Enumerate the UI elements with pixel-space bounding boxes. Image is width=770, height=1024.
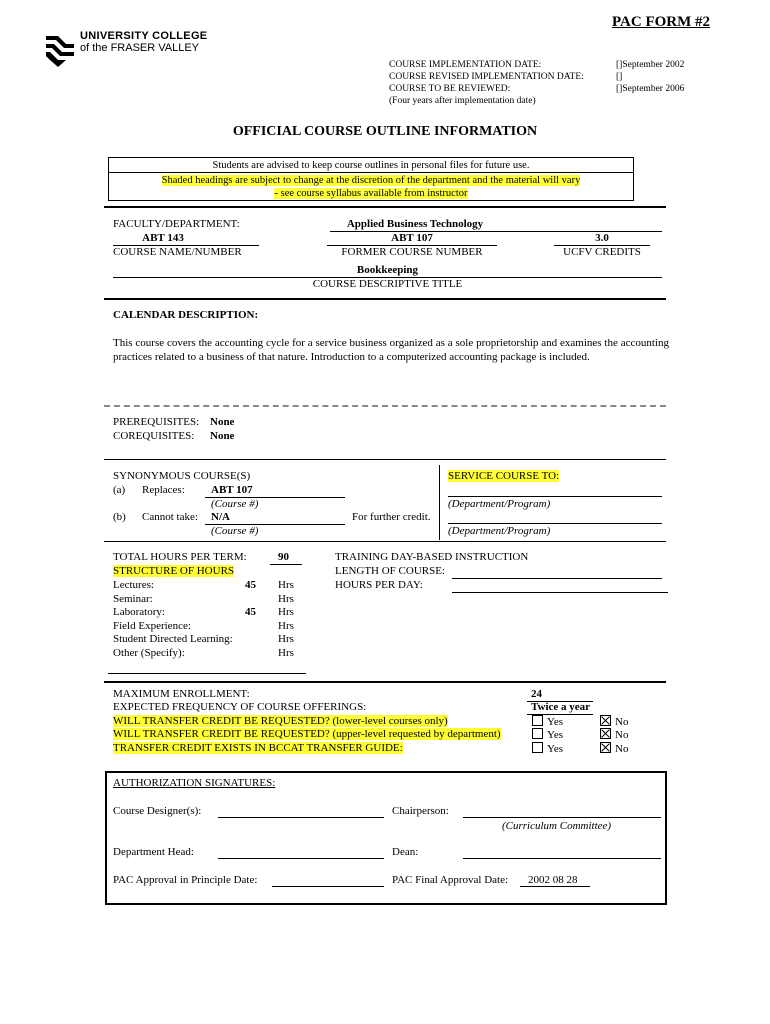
hours-row-unit: Hrs [278,579,294,591]
hours-row-label: Field Experience: [113,619,191,632]
transfer-question-2: WILL TRANSFER CREDIT BE REQUESTED? (upper-level requested by department) [113,728,501,740]
hours-row-unit: Hrs [278,592,294,605]
section-divider [104,681,666,683]
pac-final-value: 2002 08 28 [528,874,578,886]
prereq-label: PREREQUISITES: [113,416,200,428]
dean-label: Dean: [392,846,419,858]
length-underline [452,578,662,579]
notice-line1: Students are advised to keep course outlines in personal files for future use. [109,158,633,173]
synonymous-b-label: (b) [113,511,126,523]
service-underline-1 [448,496,662,497]
dean-signature-line[interactable] [463,858,661,859]
logo-line2: of the FRASER VALLEY [80,42,200,54]
replaces-label: Replaces: [142,484,185,496]
hours-row [113,633,313,647]
hours-row-label: Student Directed Learning: [113,633,233,646]
hours-row-value: 45 [245,606,256,619]
coreq-label: COREQUISITES: [113,430,195,442]
review-date-value: []September 2006 [616,84,685,94]
length-label: LENGTH OF COURSE: [335,565,446,577]
prereq-value: None [210,416,235,428]
dept-head-label: Department Head: [113,846,194,858]
service-hint-1: (Department/Program) [448,498,551,510]
hours-row-label: Other (Specify): [113,646,185,659]
chair-label: Chairperson: [392,805,449,817]
checkbox-icon[interactable] [532,728,543,739]
frequency-value: Twice a year [531,701,591,713]
credits-label: UCFV CREDITS [563,246,641,258]
cannot-take-value: N/A [211,511,230,523]
transfer3-no-option[interactable]: No [600,742,628,755]
section-divider [104,405,666,407]
pac-principle-date-line[interactable] [272,886,384,887]
chair-hint: (Curriculum Committee) [502,820,612,832]
further-credit-label: For further credit. [352,511,431,523]
checkbox-icon[interactable] [532,742,543,753]
former-number-value: ABT 107 [391,232,433,244]
service-divider [439,465,440,540]
hours-row-label: Laboratory: [113,606,165,619]
designer-label: Course Designer(s): [113,805,202,817]
transfer2-no-option[interactable]: No [600,728,628,741]
checked-checkbox-icon[interactable] [600,715,611,726]
frequency-label: EXPECTED FREQUENCY OF COURSE OFFERINGS: [113,701,367,713]
course-number-value: ABT 143 [142,232,184,244]
course-number-label: COURSE NAME/NUMBER [113,246,242,258]
transfer-question-3: TRANSFER CREDIT EXISTS IN BCCAT TRANSFER GUIDE: [113,742,403,754]
total-hours-underline [270,564,302,565]
hours-row [113,579,313,593]
section-divider [104,541,666,542]
dept-head-signature-line[interactable] [218,858,384,859]
synonymous-a-label: (a) [113,484,126,496]
cannot-take-label: Cannot take: [142,511,198,523]
authorization-heading: AUTHORIZATION SIGNATURES: [113,777,276,789]
hours-row [113,593,313,607]
section-divider [104,206,666,208]
structure-label: STRUCTURE OF HOURS [113,565,235,577]
synonymous-heading: SYNONYMOUS COURSE(S) [113,470,251,482]
transfer3-yes-option[interactable]: Yes [532,742,563,755]
hours-row-label: Seminar: [113,592,153,605]
logo-line1: UNIVERSITY COLLEGE [80,30,208,42]
max-enrollment-value: 24 [531,688,542,700]
revised-date-value: [] [616,72,623,82]
hours-row [113,606,313,620]
transfer-question-1: WILL TRANSFER CREDIT BE REQUESTED? (lower-level courses only) [113,715,448,727]
hours-row-unit: Hrs [278,619,294,632]
section-divider [104,298,666,300]
hours-row-label: Lectures: [113,579,154,591]
credits-value: 3.0 [595,232,609,244]
form-number: PAC FORM #2 [612,14,711,30]
revised-date-label: COURSE REVISED IMPLEMENTATION DATE: [389,72,584,82]
transfer2-yes-option[interactable]: Yes [532,728,563,741]
hours-table [113,579,313,661]
page-title: OFFICIAL COURSE OUTLINE INFORMATION [232,124,538,139]
pac-principle-label: PAC Approval in Principle Date: [113,874,258,886]
hours-underline [108,673,306,674]
pac-final-label: PAC Final Approval Date: [392,874,509,886]
hours-row [113,647,313,661]
implementation-date-label: COURSE IMPLEMENTATION DATE: [389,60,542,70]
calendar-heading: CALENDAR DESCRIPTION: [113,309,259,321]
per-day-label: HOURS PER DAY: [335,579,423,591]
total-hours-value: 90 [278,551,289,563]
course-title-label: COURSE DESCRIPTIVE TITLE [312,278,463,290]
notice-line2: Shaded headings are subject to change at the discretion of the department and the material will vary [161,175,581,186]
hours-row-unit: Hrs [278,606,294,619]
faculty-label: FACULTY/DEPARTMENT: [113,218,240,230]
transfer1-no-option[interactable]: No [600,715,628,728]
service-hint-2: (Department/Program) [448,525,551,537]
notice-line3: - see course syllabus available from instructor [274,188,468,199]
coreq-value: None [210,430,235,442]
course-hint-1: (Course #) [211,498,259,510]
section-divider [104,459,666,460]
hours-row-unit: Hrs [278,633,294,646]
university-logo-icon [44,32,76,68]
faculty-value: Applied Business Technology [346,218,484,230]
notice-box [108,157,634,201]
per-day-underline [452,592,668,593]
replaces-value: ABT 107 [211,484,253,496]
checkbox-icon[interactable] [532,715,543,726]
chair-signature-line[interactable] [463,817,661,818]
training-heading: TRAINING DAY-BASED INSTRUCTION [335,551,529,563]
course-title-value: Bookkeeping [356,264,419,276]
header-info-labels [389,59,584,107]
course-hint-2: (Course #) [211,525,259,537]
transfer1-yes-option[interactable]: Yes [532,715,563,728]
designer-signature-line[interactable] [218,817,384,818]
hours-row [113,620,313,634]
review-date-label: COURSE TO BE REVIEWED: [389,84,511,94]
service-underline-2 [448,523,662,524]
service-heading: SERVICE COURSE TO: [448,470,560,482]
implementation-date-value: []September 2002 [616,60,685,70]
calendar-text: This course covers the accounting cycle for a service business organized as a sole proprietorship and examines the accounting practices related to a business of that nature. Introduction to a computerized accounting package is included. [113,337,669,363]
pac-final-date-line[interactable] [520,886,590,887]
max-enrollment-label: MAXIMUM ENROLLMENT: [113,688,250,700]
total-hours-label: TOTAL HOURS PER TERM: [113,551,247,563]
former-number-label: FORMER COURSE NUMBER [341,246,483,258]
checked-checkbox-icon[interactable] [600,728,611,739]
review-note: (Four years after implementation date) [389,96,536,106]
hours-row-unit: Hrs [278,646,294,659]
checked-checkbox-icon[interactable] [600,742,611,753]
hours-row-value: 45 [245,579,256,591]
header-info-values [616,59,684,95]
